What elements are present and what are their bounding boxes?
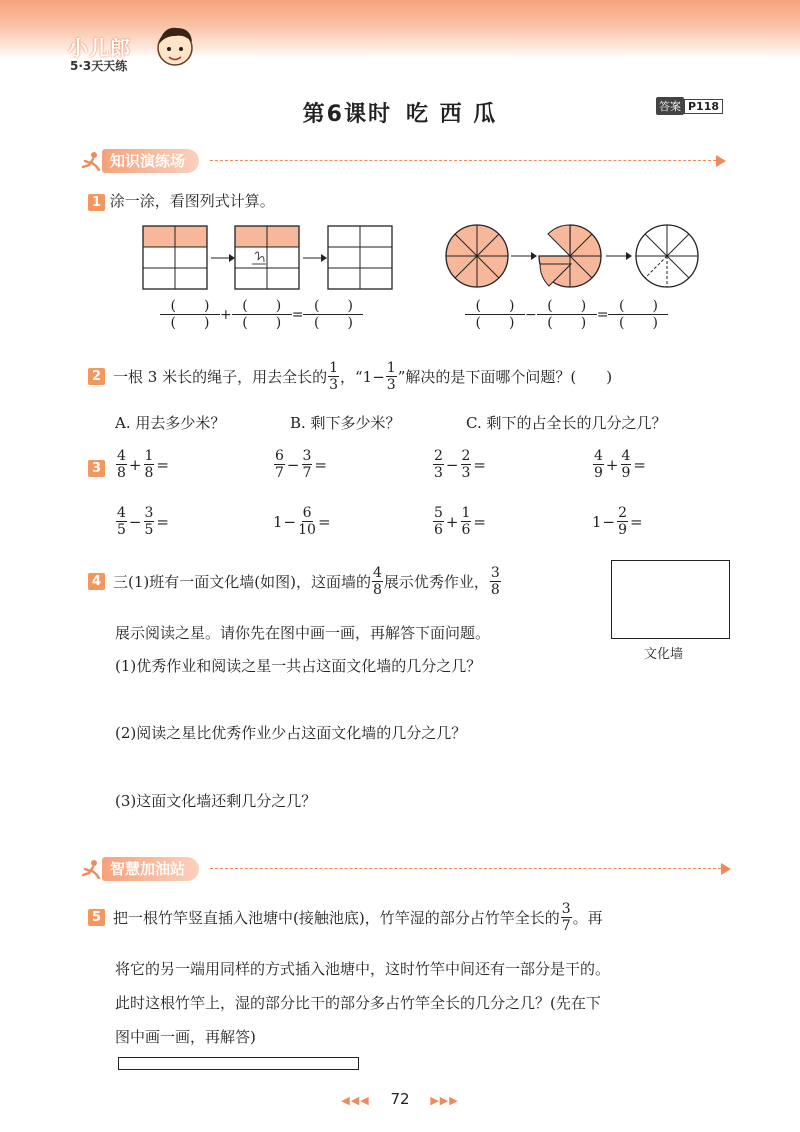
fraction: $\frac{5}{6}$ — [434, 505, 443, 538]
sub-question-2: (2)阅读之星比优秀作业少占这面文化墙的几分之几？ — [115, 724, 467, 742]
lesson-title: 吃 西 瓜 — [405, 102, 498, 127]
fraction: $\frac{2}{9}$ — [618, 505, 628, 538]
question-text: 展示阅读之星。请你先在图中画一画，再解答下面问题。 — [115, 624, 491, 642]
section-header-knowledge — [80, 149, 730, 173]
expression — [115, 505, 170, 538]
plus-sign: + — [220, 306, 232, 323]
section-title: 知识演练场 — [102, 149, 199, 173]
fraction: $\frac{6}{10}$ — [298, 505, 316, 538]
question-number: 1 — [88, 194, 105, 211]
grid-figure-1 — [143, 226, 207, 289]
question-5 — [88, 901, 603, 934]
brand-subtitle: 5·3天天练 — [70, 59, 128, 73]
dashed-divider — [210, 868, 721, 869]
fraction: $\frac{6}{7}$ — [275, 448, 284, 481]
question-text: 。再 — [572, 909, 603, 927]
expression — [432, 505, 487, 538]
fraction: $\frac{2}{3}$ — [434, 448, 443, 481]
right-arrows-icon: ▶▶▶ — [430, 1094, 459, 1107]
minus-sign: − — [525, 306, 537, 323]
fraction: $\frac{4}{5}$ — [117, 505, 126, 538]
expression — [592, 505, 644, 538]
answer-blank[interactable]: $\frac{( )}{( )}$ — [161, 298, 219, 331]
equals-sign: = — [314, 455, 327, 474]
operator: − — [283, 512, 297, 531]
operator: − — [602, 512, 616, 531]
arrow-icon — [606, 252, 632, 260]
section-title: 智慧加油站 — [102, 857, 199, 881]
watermelon-circle-2 — [539, 225, 601, 287]
option-b[interactable]: B. 剩下多少米？ — [290, 414, 401, 432]
equals-sign: = — [596, 306, 609, 323]
page-footer — [0, 1090, 800, 1108]
fraction: $\frac{1}{8}$ — [144, 448, 154, 481]
question-text: ”解决的是下面哪个问题？( ) — [397, 368, 613, 386]
answer-blank[interactable]: $\frac{( )}{( )}$ — [233, 298, 291, 331]
answer-reference — [656, 97, 723, 115]
question-text: 展示优秀作业， — [383, 573, 489, 591]
grid-figure-3 — [328, 226, 392, 289]
question-1 — [88, 190, 275, 211]
whole-number: 1 — [273, 512, 283, 531]
question-number: 4 — [88, 573, 105, 590]
question-number: 2 — [88, 368, 105, 385]
operator: + — [445, 512, 459, 531]
runner-icon — [80, 859, 102, 879]
equals-sign: = — [630, 512, 643, 531]
expression — [432, 448, 487, 481]
question-text: 图中画一画，再解答) — [115, 1028, 256, 1046]
whole-number: 1 — [592, 512, 602, 531]
fraction: $\frac{2}{3}$ — [461, 448, 471, 481]
operator: − — [445, 455, 459, 474]
lesson-number: 第6课时 — [302, 102, 392, 127]
answer-blank[interactable]: $\frac{( )}{( )}$ — [538, 298, 596, 331]
wall-caption: 文化墙 — [644, 647, 684, 662]
operator: − — [286, 455, 300, 474]
answer-blank[interactable]: $\frac{( )}{( )}$ — [609, 298, 667, 331]
answer-label: 答案 — [656, 97, 684, 115]
left-arrows-icon: ◀◀◀ — [341, 1094, 370, 1107]
equals-sign: = — [156, 455, 169, 474]
grid-figure-2 — [235, 226, 299, 289]
q1-answer-left — [160, 298, 363, 331]
arrow-icon — [211, 254, 235, 262]
fraction: $\frac{1}{3}$ — [329, 360, 339, 393]
page-number: 72 — [390, 1090, 410, 1108]
brand-logo: 小儿郎 — [68, 36, 131, 60]
watermelon-circle-3 — [636, 225, 698, 287]
expression — [115, 448, 170, 481]
arrow-icon — [721, 863, 731, 875]
equals-sign: = — [473, 455, 486, 474]
question-2 — [88, 360, 612, 393]
question-text: 一根 3 米长的绳子，用去全长的 — [113, 368, 328, 386]
boy-mascot-icon — [155, 22, 197, 74]
arrow-icon — [303, 254, 327, 262]
sub-question-1: (1)优秀作业和阅读之星一共占这面文化墙的几分之几？ — [115, 657, 482, 675]
fraction: $\frac{3}{7}$ — [302, 448, 312, 481]
operator: − — [128, 512, 142, 531]
runner-icon — [80, 151, 102, 171]
question-text: 将它的另一端用同样的方式插入池塘中，这时竹竿中间还有一部分是干的。 — [115, 960, 611, 978]
q1-answer-right — [465, 298, 668, 331]
fraction: $\frac{4}{8}$ — [117, 448, 126, 481]
arrow-icon — [716, 155, 726, 167]
answer-blank[interactable]: $\frac{( )}{( )}$ — [466, 298, 524, 331]
option-c[interactable]: C. 剩下的占全长的几分之几？ — [466, 414, 667, 432]
operator: + — [605, 455, 619, 474]
fraction: $\frac{3}{7}$ — [561, 901, 571, 934]
equals-sign: = — [633, 455, 646, 474]
dashed-divider — [210, 160, 716, 161]
question-text: 三(1)班有一面文化墙(如图)，这面墙的 — [113, 573, 371, 591]
expression — [273, 448, 328, 481]
fraction: $\frac{4}{9}$ — [621, 448, 631, 481]
fraction: $\frac{3}{5}$ — [144, 505, 154, 538]
fraction: $\frac{4}{9}$ — [594, 448, 603, 481]
answer-blank[interactable]: $\frac{( )}{( )}$ — [304, 298, 362, 331]
question-text: 把一根竹竿竖直插入池塘中(接触池底)，竹竿湿的部分占竹竿全长的 — [113, 909, 560, 927]
culture-wall-box[interactable] — [611, 560, 730, 639]
question-number: 3 — [88, 460, 105, 477]
option-a[interactable]: A. 用去多少米？ — [115, 414, 226, 432]
arrow-icon — [511, 252, 537, 260]
question-number: 5 — [88, 909, 105, 926]
question-4 — [88, 565, 502, 598]
question-text: 此时这根竹竿上，湿的部分比干的部分多占竹竿全长的几分之几？(先在下 — [115, 994, 601, 1012]
question-text: ，“1− — [340, 368, 385, 386]
fraction: $\frac{1}{6}$ — [461, 505, 471, 538]
operator: + — [128, 455, 142, 474]
expression — [273, 505, 332, 538]
question-3 — [88, 458, 105, 477]
fraction: $\frac{1}{3}$ — [386, 360, 396, 393]
equals-sign: = — [473, 512, 486, 531]
equals-sign: = — [156, 512, 169, 531]
equals-sign: = — [291, 306, 304, 323]
expression — [592, 448, 647, 481]
section-header-wisdom — [80, 857, 735, 881]
answer-page: P118 — [684, 99, 723, 114]
equals-sign: = — [317, 512, 331, 531]
question-text: 涂一涂，看图列式计算。 — [109, 192, 275, 210]
fraction: $\frac{3}{8}$ — [490, 565, 500, 598]
bamboo-pole-bar[interactable] — [118, 1057, 359, 1070]
sub-question-3: (3)这面文化墙还剩几分之几？ — [115, 792, 317, 810]
watermelon-circle-1 — [446, 225, 508, 287]
fraction: $\frac{4}{8}$ — [372, 565, 382, 598]
